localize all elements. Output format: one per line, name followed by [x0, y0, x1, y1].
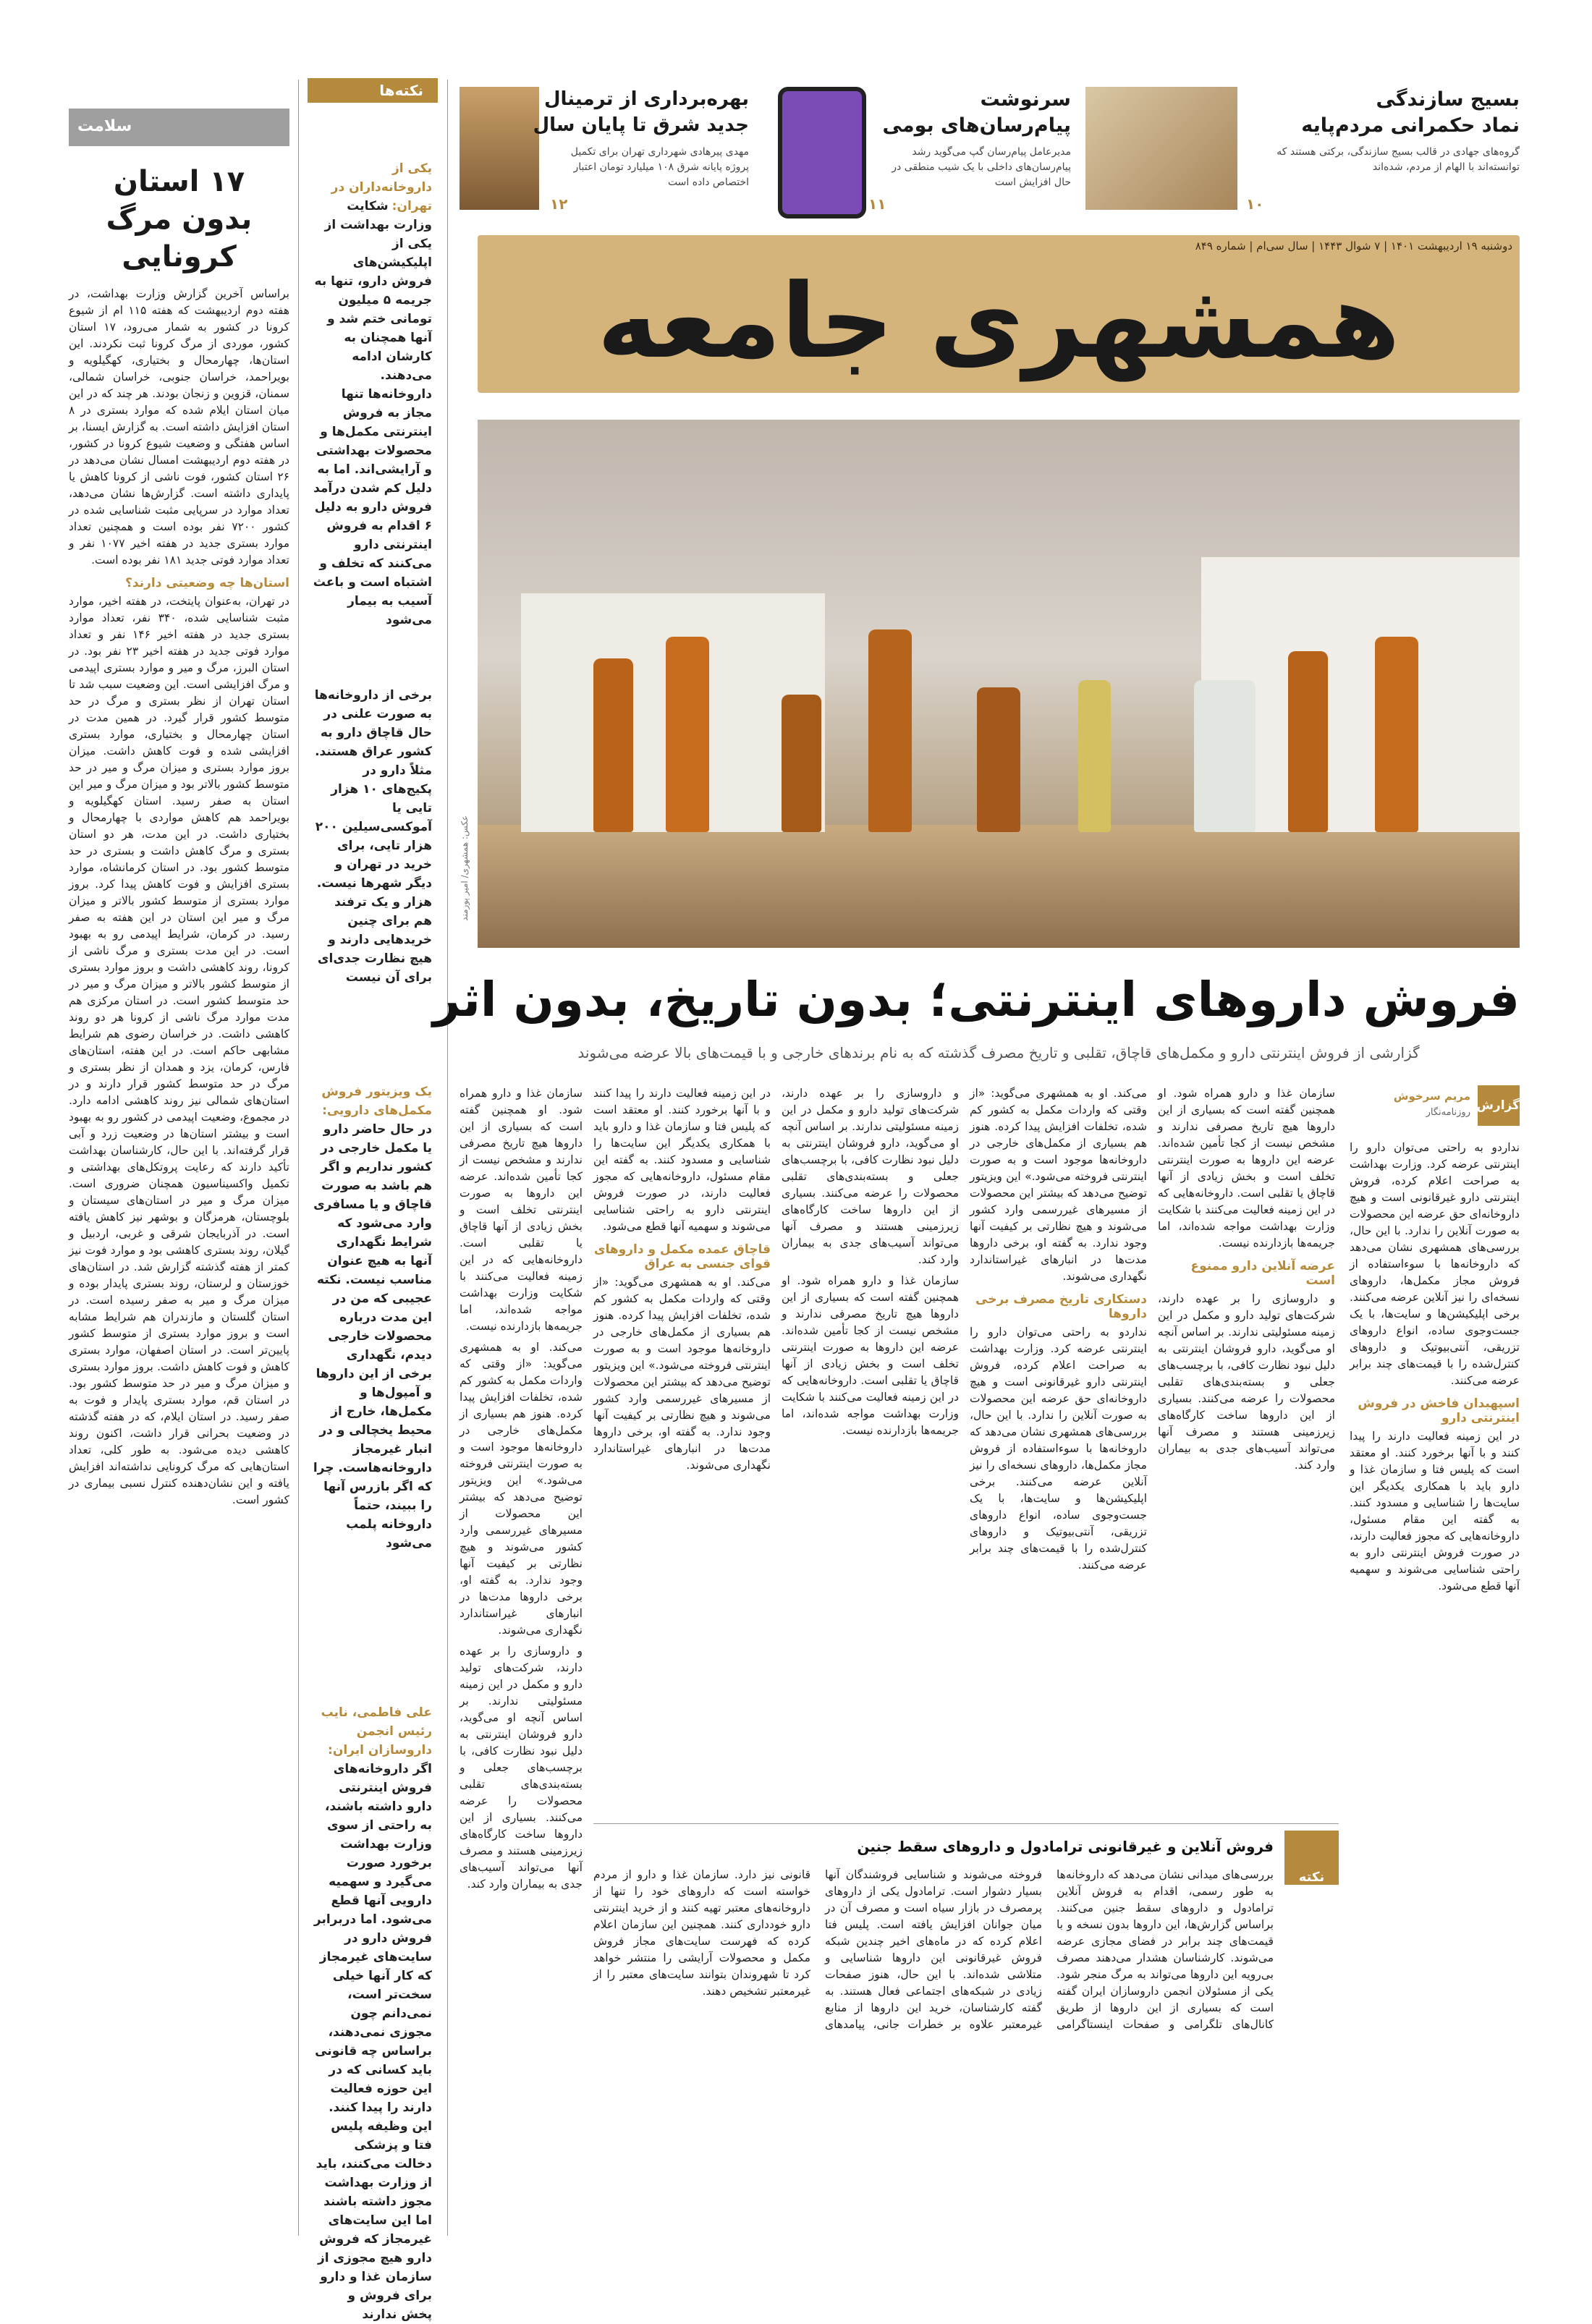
note-3-lead: یک ویزیتور فروش مکمل‌های دارویی: — [321, 1085, 432, 1118]
main-col-6 — [460, 1085, 583, 2236]
teaser-1-page: ۱۰ — [1246, 195, 1264, 213]
teaser-2-summary: مدیرعامل پیام‌رسان گپ می‌گوید رشد پیام‌رسان‌های داخلی با یک شیب منطقی در حال افزایش است — [892, 146, 1071, 188]
notes-header — [308, 78, 438, 103]
main-col-2-text: سازمان غذا و دارو همراه شود. او همچنین گفته است که بسیاری از این داروها هیچ تاریخ مصرفی ندارند و مشخص نیست از کجا تأمین شده‌اند. عرضه این داروها به صورت اینترنتی تخلف است و بخش زیادی از آنها قاچاق یا تقلبی است. داروخانه‌هایی که در این زمینه فعالیت می‌کنند با شکایت وزارت بهداشت مواجه شده‌اند، اما جریمه‌ها بازدارنده نیست. — [1158, 1087, 1335, 1250]
note-4-lead: علی فاطمی، نایب رئیس انجمن داروسازان ایران: — [321, 1705, 432, 1757]
left-story-title-line2: بدون مرگ کرونایی — [106, 203, 253, 273]
teaser-1-title-2: نماد حکمرانی مردم‌پایه — [1301, 114, 1520, 137]
bottle-8 — [1288, 651, 1328, 832]
bottom-story-body — [593, 1867, 1274, 2236]
notes-column — [313, 159, 432, 2322]
left-story-title-line1: ۱۷ استان — [113, 165, 245, 198]
teaser-2-image — [778, 87, 866, 219]
masthead-logo: همشهری جامعه — [597, 262, 1400, 381]
section-tab-label: سلامت — [77, 117, 132, 135]
bottom-story-text: بررسی‌های میدانی نشان می‌دهد که داروخانه‌ها به طور رسمی، اقدام به فروش آنلاین ترامادول و داروهای سقط جنین می‌کنند. براساس گزارش‌ها، این داروها بدون نسخه و با قیمت‌های چند برابر در فضای مجازی عرضه می‌شوند. کارشناسان هشدار می‌دهند مصرف بی‌رویه این داروها می‌تواند به مرگ منجر شود. یکی از مسئولان انجمن داروسازان ایران گفته است که بسیاری از این داروها از طریق کانال‌های تلگرامی و صفحات اینستاگرامی فروخته می‌شوند و شناسایی فروشندگان آنها بسیار دشوار است. ترامادول یکی از داروهای پرمصرف در بازار سیاه است و مصرف آن در میان جوانان افزایش یافته است. پلیس فتا اعلام کرده که در ماه‌های اخیر چندین شبکه فروش غیرقانونی این داروها شناسایی و متلاشی شده‌اند. با این حال، هنوز صفحات زیادی در شبکه‌های اجتماعی فعال هستند. به گفته کارشناسان، خرید این داروها از منابع غیرمعتبر علاوه بر خطرات جانی، پیامدهای قانونی نیز دارد. سازمان غذا و دارو از مردم خواسته است که داروهای خود را تنها از داروخانه‌های معتبر تهیه کنند و از خرید اینترنتی دارو خودداری کنند. همچنین این سازمان اعلام کرده که فهرست سایت‌های مجاز فروش مکمل و محصولات آرایشی را منتشر خواهد کرد تا شهروندان بتوانند سایت‌های معتبر را از غیرمعتبر تشخیص دهند. — [593, 1868, 1274, 2031]
note-3 — [313, 1082, 432, 1697]
main-col-3 — [970, 1085, 1147, 1809]
left-story-p2: در تهران، به‌عنوان پایتخت، در هفته اخیر، موارد مثبت شناسایی شده، ۳۴۰ نفر، تعداد موارد بستری جدید در هفته اخیر ۱۴۶ نفر و تعداد موارد فوتی جدید در هفته اخیر ۲۳ نفر بود. در استان البرز، مرگ و میر و موارد بستری اپیدمی و مرگ افزایشی است. این وضعیت سبب شد تا استان تهران از نظر بستری و مرگ در حد متوسط کشور قرار گیرد. در همین مدت در استان چهارمحال و بختیاری، موارد بستری افزایشی شده و فوت کاهش داشت. میزان بروز موارد بستری و میزان مرگ و میر در حد متوسط کشور بالاتر بود و میزان مرگ و میر این استان به صفر رسید. استان کهگیلویه و بویراحمد هم کاهش مواردی با چهارمحال و بختیاری داشت. در این مدت، هر دو استان بستری و مرگ کاهش داشت و بستری در حد متوسط کشور بود. در استان کرمانشاه، موارد بستری افزایش و فوت کاهش پیدا کرد. بروز موارد بستری از متوسط کشور بالاتر و میزان مرگ و میر این استان در این هفته به صفر رسید. در کرمان، شرایط اپیدمی رو به بهبود است. در این مدت بستری و مرگ ناشی از کرونا، روند کاهشی داشت و بروز موارد بستری از متوسط کشور بالاتر و میزان مرگ و میر در حد متوسط کشور است. در استان مرکزی هم مدت موارد مرگ ناشی از کرونا هر دو روند کاهشی داشت. در خراسان رضوی هم شرایط مشابهی حاکم است. در این هفته، استان‌های فارس، کرمان، یزد و همدان از نظر بستری و مرگ در حد متوسط کشور قرار دارند و در استان‌های شمالی نیز روند کاهشی ادامه دارد. در مجموع، وضعیت اپیدمی در کشور رو به بهبود است و بیشتر استان‌ها در وضعیت زرد و آبی قرار گرفته‌اند. با این حال، کارشناسان بهداشت تأکید دارند که رعایت پروتکل‌های بهداشتی و تکمیل واکسیناسیون همچنان ضروری است. میزان مرگ و میر در استان‌های سیستان و بلوچستان، هرمزگان و بوشهر نیز کاهش یافته است. در آذربایجان شرقی و غربی، اردبیل و گیلان، روند بستری کاهشی بود و موارد فوت نیز کمتر از هفته گذشته گزارش شد. در استان‌های خوزستان و لرستان، روند بستری پایدار بوده و میزان مرگ و میر به صفر رسیده است. در استان گلستان و مازندران هم شرایط مشابه است و بروز موارد بستری از متوسط کشور پایین‌تر است. در استان اصفهان، موارد بستری کاهش و فوت کاهش داشت. بروز موارد بستری و میزان مرگ و میر در حد متوسط کشور بود. در استان قم، موارد بستری پایدار و فوت به صفر رسید. در استان ایلام، که در هفته گذشته در وضعیت بحرانی قرار داشت، اکنون روند کاهشی دیده می‌شود. به طور کلی، تعداد استان‌هایی که مرگ کرونایی نداشته‌اند افزایش یافته و این نشان‌دهنده کنترل نسبی بیماری در کشور است. — [69, 595, 290, 1506]
main-col-4-text: و داروسازی را بر عهده دارند، شرکت‌های تولید دارو و مکمل در این زمینه مسئولیتی ندارند. بر اساس آنچه او می‌گوید، دارو فروشان اینترنتی به دلیل نبود نظارت کافی، با برچسب‌های جعلی و بسته‌بندی‌های تقلبی محصولات را عرضه می‌کنند. بسیاری از این داروها ساخت کارگاه‌های زیرزمینی هستند و مصرف آنها می‌تواند آسیب‌های جدی به بیماران وارد کند. — [782, 1087, 959, 1266]
masthead-dateline: دوشنبه ۱۹ اردیبهشت ۱۴۰۱ | ۷ شوال ۱۴۴۳ | سال سی‌ام | شماره ۸۴۹ — [1195, 239, 1512, 253]
teaser-1-title-1: بسیج سازندگی — [1376, 88, 1520, 111]
main-col-1-text-b: در این زمینه فعالیت دارند را پیدا کنند و با آنها برخورد کنند. او معتقد است که پلیس فتا و سازمان غذا و دارو باید با همکاری یکدیگر این سایت‌ها را شناسایی و مسدود کنند. به گفته این مقام مسئول، داروخانه‌هایی که مجوز فعالیت دارند، در صورت فروش اینترنتی دارو به راحتی شناسایی می‌شوند و سهمیه آنها قطع می‌شود. — [1350, 1430, 1520, 1593]
main-col-6-text-b: می‌کند. او به همشهری می‌گوید: «از وقتی که واردات مکمل به کشور کم شده، تخلفات افزایش پیدا کرده. هنوز هم بسیاری از مکمل‌های خارجی در داروخانه‌ها موجود است و به صورت اینترنتی فروخته می‌شود.» این ویزیتور توضیح می‌دهد که بیشتر این محصولات از مسیرهای غیررسمی وارد کشور می‌شوند و هیچ نظارتی بر کیفیت آنها وجود ندارد. به گفته او، برخی داروها مدت‌ها در انبارهای غیراستاندارد نگهداری می‌شوند. — [460, 1341, 583, 1637]
teaser-1[interactable] — [1085, 80, 1520, 217]
main-col-3-text: می‌کند. او به همشهری می‌گوید: «از وقتی که واردات مکمل به کشور کم شده، تخلفات افزایش پیدا کرده. هنوز هم بسیاری از مکمل‌های خارجی در داروخانه‌ها موجود است و به صورت اینترنتی فروخته می‌شود.» این ویزیتور توضیح می‌دهد که بیشتر این محصولات از مسیرهای غیررسمی وارد کشور می‌شوند و هیچ نظارتی بر کیفیت آنها وجود ندارد. به گفته او، برخی داروها مدت‌ها در انبارهای غیراستاندارد نگهداری می‌شوند. — [970, 1087, 1147, 1283]
bottle-3 — [782, 695, 821, 832]
main-headline: فروش داروهای اینترنتی؛ بدون تاریخ، بدون اثر — [433, 972, 1520, 1027]
left-story — [69, 163, 289, 2247]
note-1 — [313, 159, 432, 680]
bottle-9 — [1375, 637, 1418, 832]
bottle-2 — [666, 637, 709, 832]
main-col-5 — [593, 1085, 771, 1809]
teaser-2-title-1: سرنوشت — [980, 88, 1071, 111]
hero-photo — [478, 420, 1520, 948]
note-1-lead: یکی از داروخانه‌داران در تهران: — [331, 161, 432, 213]
main-col-1-kicker: اسپهبدان فاخش در فروش اینترنتی دارو — [1358, 1396, 1520, 1425]
photo-credit-text: عکس: همشهری/ امیر پورمند — [460, 815, 470, 921]
teaser-3-page: ۱۲ — [550, 195, 568, 213]
byline — [1350, 1085, 1520, 1129]
photo-credit — [456, 815, 474, 948]
teaser-1-summary: گروه‌های جهادی در قالب بسیج سازندگی، برکتی هستند که توانسته‌اند با الهام از مردم، شده‌اند — [1276, 146, 1520, 173]
main-col-5-kicker: قاچاق عمده مکمل و داروهای قوای جنسی به عراق — [593, 1242, 771, 1271]
main-col-3-kicker: دستکاری تاریخ مصرف برخی داروها — [975, 1292, 1147, 1321]
bottom-story — [593, 1831, 1339, 2243]
section-tab — [69, 109, 289, 146]
bottle-4 — [868, 629, 912, 832]
main-col-2 — [1158, 1085, 1335, 1809]
left-story-kicker: استان‌ها چه وضعیتی دارند؟ — [125, 576, 289, 590]
note-1-text: شکایت وزارت بهداشت از یکی از اپلیکیشن‌های فروش دارو، تنها به جریمه ۵ میلیون تومانی ختم شد و آنها همچنان به کارشان ادامه می‌دهند. داروخانه‌ها تنها مجاز به فروش اینترنتی مکمل‌ها و محصولات بهداشتی و آرایشی‌اند. اما به دلیل کم شدن درآمد فروش دارو به دلیل ۶ اقدام به فروش اینترنتی دارو می‌کنند که تخلف و اشتباه است و باعث آسیب به بیمار می‌شود — [313, 199, 432, 627]
main-col-2-text-b: و داروسازی را بر عهده دارند، شرکت‌های تولید دارو و مکمل در این زمینه مسئولیتی ندارند. بر اساس آنچه او می‌گوید، دارو فروشان اینترنتی به دلیل نبود نظارت کافی، با برچسب‌های جعلی و بسته‌بندی‌های تقلبی محصولات را عرضه می‌کنند. بسیاری از این داروها ساخت کارگاه‌های زیرزمینی هستند و مصرف آنها می‌تواند آسیب‌های جدی به بیماران وارد کند. — [1158, 1292, 1335, 1472]
main-col-3-text-b: نداردو به راحتی می‌توان دارو را اینترنتی عرضه کرد. وزارت بهداشت به صراحت اعلام کرده، فروش اینترنتی دارو غیرقانونی است و هیچ داروخانه‌ای حق عرضه این محصولات به صورت آنلاین را ندارد. با این حال، بررسی‌های همشهری نشان می‌دهد که داروخانه‌ها با سوءاستفاده از فروش مجاز مکمل‌ها، داروهای نسخه‌ای را نیز آنلاین عرضه می‌کنند. برخی اپلیکیشن‌ها و سایت‌ها، با یک جست‌وجوی ساده، انواع داروهای تزریقی، آنتی‌بیوتیک و داروهای کنترل‌شده را با قیمت‌های چند برابر عرضه می‌کنند. — [970, 1326, 1147, 1572]
teaser-2-page: ۱۱ — [868, 195, 886, 213]
note-2-text: برخی از داروخانه‌ها به صورت علنی در حال قاچاق دارو به کشور عراق هستند. مثلاً دارو در پکیج‌های ۱۰ هزار تایی یا آموکسی‌سیلین ۲۰۰ هزار تایی، برای خرید در تهران و دیگر شهرها نیست. هزار و یک ترفند هم برای چنین خریدهایی دارند و هیچ نظارت جدی‌ای برای آن نیست — [314, 688, 432, 985]
teaser-3-title-2: جدید شرق تا پایان سال — [533, 114, 749, 136]
main-col-2-kicker: عرضه آنلاین دارو ممنوع است — [1190, 1259, 1335, 1288]
main-col-4-text-b: سازمان غذا و دارو همراه شود. او همچنین گفته است که بسیاری از این داروها هیچ تاریخ مصرفی ندارند و مشخص نیست از کجا تأمین شده‌اند. عرضه این داروها به صورت اینترنتی تخلف است و بخش زیادی از آنها قاچاق یا تقلبی است. داروخانه‌هایی که در این زمینه فعالیت می‌کنند با شکایت وزارت بهداشت مواجه شده‌اند، اما جریمه‌ها بازدارنده نیست. — [782, 1274, 959, 1437]
teaser-2-title-2: پیام‌رسان‌های بومی — [882, 114, 1071, 137]
byline-section: گزارش — [1478, 1085, 1520, 1126]
bottle-1 — [593, 658, 633, 832]
masthead — [478, 235, 1520, 393]
main-col-1 — [1350, 1140, 1520, 2239]
teaser-3[interactable] — [460, 80, 749, 217]
main-col-5-text: در این زمینه فعالیت دارند را پیدا کنند و با آنها برخورد کنند. او معتقد است که پلیس فتا و سازمان غذا و دارو باید با همکاری یکدیگر این سایت‌ها را شناسایی و مسدود کنند. به گفته این مقام مسئول، داروخانه‌هایی که مجوز فعالیت دارند، در صورت فروش اینترنتی دارو به راحتی شناسایی می‌شوند و سهمیه آنها قطع می‌شود. — [593, 1087, 771, 1233]
bottle-7 — [1194, 680, 1256, 832]
photo-shelf — [478, 825, 1520, 948]
main-col-5-text-b: می‌کند. او به همشهری می‌گوید: «از وقتی که واردات مکمل به کشور کم شده، تخلفات افزایش پیدا کرده. هنوز هم بسیاری از مکمل‌های خارجی در داروخانه‌ها موجود است و به صورت اینترنتی فروخته می‌شود.» این ویزیتور توضیح می‌دهد که بیشتر این محصولات از مسیرهای غیررسمی وارد کشور می‌شوند و هیچ نظارتی بر کیفیت آنها وجود ندارد. به گفته او، برخی داروها مدت‌ها در انبارهای غیراستاندارد نگهداری می‌شوند. — [593, 1276, 771, 1472]
teaser-3-image — [460, 87, 539, 210]
main-col-1-text: نداردو به راحتی می‌توان دارو را اینترنتی عرضه کرد. وزارت بهداشت به صراحت اعلام کرده، فروش اینترنتی دارو غیرقانونی است و هیچ داروخانه‌ای حق عرضه این محصولات به صورت آنلاین را ندارد. با این حال، بررسی‌های همشهری نشان می‌دهد که داروخانه‌ها با سوءاستفاده از فروش مجاز مکمل‌ها، داروهای نسخه‌ای را نیز آنلاین عرضه می‌کنند. برخی اپلیکیشن‌ها و سایت‌ها، با یک جست‌وجوی ساده، انواع داروهای تزریقی، آنتی‌بیوتیک و داروهای کنترل‌شده را با قیمت‌های چند برابر عرضه می‌کنند. — [1350, 1141, 1520, 1387]
note-4-text: اگر داروخانه‌های فروش اینترنتی دارو داشته باشند، به راحتی از سوی وزارت بهداشت برخورد صورت می‌گیرد و سهمیه دارویی آنها قطع می‌شود. اما دربرابر فروش دارو در سایت‌های غیرمجاز که کار آنها خیلی سخت‌تر است، نمی‌دانم چون مجوزی نمی‌دهند، براساس چه قانونی باید کسانی که در این حوزه فعالیت دارند را پیدا کنند. این وظیفه پلیس فتا و پزشکی دخالت می‌کنند، باید از وزارت بهداشت مجوز داشته باشند اما این سایت‌های غیرمجاز که فروش دارو هیچ مجوزی از سازمان غذا و دارو برای فروش و پخش ندارند — [313, 1762, 432, 2322]
byline-author: مریم سرخوش — [1393, 1090, 1470, 1103]
bottom-story-kicker: نکته — [1284, 1831, 1339, 1885]
teaser-2[interactable] — [760, 80, 1071, 217]
main-col-4 — [782, 1085, 959, 1809]
bottom-story-title: فروش آنلاین و غیرقانونی ترامادول و داروهای سقط جنین — [857, 1838, 1274, 1855]
left-story-p1: براساس آخرین گزارش وزارت بهداشت، در هفته دوم اردیبهشت که هفته ۱۱۵ ام از شیوع کرونا در کشور به شمار می‌رود، ۱۷ استان کشور، موردی از مرگ کرونا ثبت نکردند. این استان‌ها، چهارمحال و بختیاری، کهگیلویه و بویراحمد، خراسان جنوبی، خراسان شمالی، سمنان، قزوین و زنجان بودند. هر چند که در این میان استان ایلام شده که موارد بستری در ۸ استان افزایش داشته است. به گزارش ایسنا، بر اساس هفتگی و وضعیت شیوع کرونا در کشور، در هفته دوم اردیبهشت امسال نشان می‌دهد در ۲۶ استان کشور، فوت ناشی از کرونا کاهش یا پایداری داشته است. گزارش‌ها نشان می‌دهد، تعداد موارد در سرپایی مثبت شناسایی شده در کشور ۷۲۰۰ نفر بوده است و همچنین تعداد موارد بستری جدید در هفته اخیر ۱۰۷۷ نفر و تعداد موارد فوتی جدید ۱۸۱ نفر بوده است. — [69, 287, 290, 567]
teaser-1-image — [1085, 87, 1237, 210]
note-2 — [313, 686, 432, 1077]
main-col-6-text-c: و داروسازی را بر عهده دارند، شرکت‌های تولید دارو و مکمل در این زمینه مسئولیتی ندارند. بر اساس آنچه او می‌گوید، دارو فروشان اینترنتی به دلیل نبود نظارت کافی، با برچسب‌های جعلی و بسته‌بندی‌های تقلبی محصولات را عرضه می‌کنند. بسیاری از این داروها ساخت کارگاه‌های زیرزمینی هستند و مصرف آنها می‌تواند آسیب‌های جدی به بیماران وارد کند. — [460, 1645, 583, 1891]
bottle-5 — [977, 687, 1020, 832]
teaser-3-title-1: بهره‌برداری از ترمینال — [543, 88, 749, 110]
main-col-6-text: سازمان غذا و دارو همراه شود. او همچنین گفته است که بسیاری از این داروها هیچ تاریخ مصرفی ندارند و مشخص نیست از کجا تأمین شده‌اند. عرضه این داروها به صورت اینترنتی تخلف است و بخش زیادی از آنها قاچاق یا تقلبی است. داروخانه‌هایی که در این زمینه فعالیت می‌کنند با شکایت وزارت بهداشت مواجه شده‌اند، اما جریمه‌ها بازدارنده نیست. — [460, 1087, 583, 1333]
teaser-3-summary: مهدی پیرهادی شهرداری تهران برای تکمیل پروژه پایانه شرق ۱۰۸ میلیارد تومان اعتبار اختصاص داده است — [570, 146, 749, 188]
notes-header-label: نکته‌ها — [379, 82, 423, 99]
bottle-6 — [1078, 680, 1111, 832]
main-subheadline: گزارشی از فروش اینترنتی دارو و مکمل‌های قاچاق، تقلبی و تاریخ مصرف گذشته که به نام برندهای خارجی و با قیمت‌های بالا عرضه می‌شوند — [577, 1044, 1420, 1061]
byline-role: روزنامه‌نگار — [1426, 1107, 1470, 1118]
note-4 — [313, 1703, 432, 2322]
note-3-text: در حال حاضر دارو یا مکمل خارجی در کشور نداریم و اگر هم باشد به صورت قاچاق و یا مسافری وارد می‌شود که شرایط نگهداری آنها به هیچ عنوان مناسب نیست. نکته عجیبی که من در این مدت درباره محصولات خارجی دیدم، نگهداری برخی از این داروها و آمپول‌ها و مکمل‌ها، خارج از محیط یخچالی و در انبار غیرمجاز داروخانه‌هاست. چرا که اگر بازرس آنها را ببیند، حتماً داروخانه پلمب می‌شود — [313, 1122, 432, 1551]
